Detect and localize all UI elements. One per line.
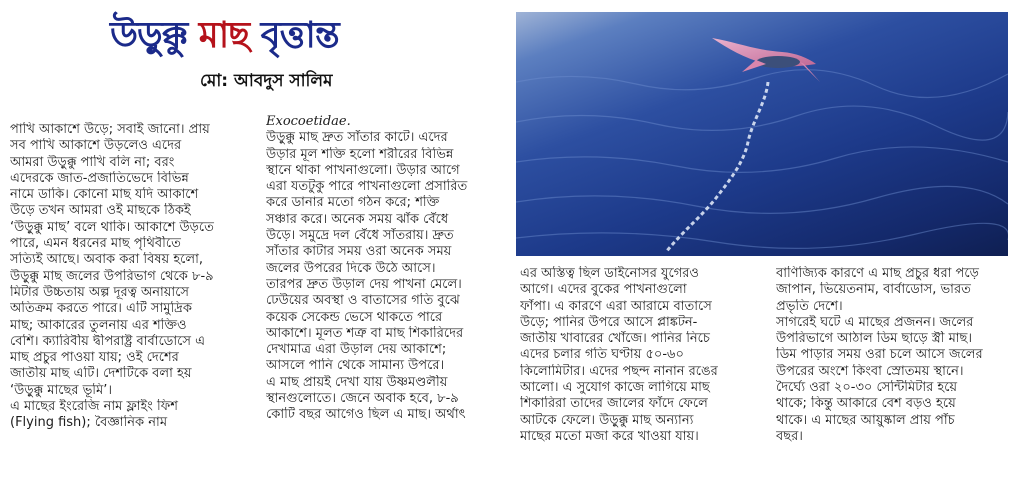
paragraph-line: মাছ প্রচুর পাওয়া যায়; ওই দেশের — [10, 350, 179, 366]
paragraph-line: জাপান, ভিয়েতনাম, বার্বাডোস, ভারত — [776, 282, 971, 298]
paragraph-line: আসলে পানি থেকে সামান্য উপরে। — [266, 358, 445, 374]
paragraph-line: আগে। এদের বুকের পাখনাগুলো — [520, 282, 687, 298]
paragraph-line: তারপর দ্রুত উড়াল দেয় পাখনা মেলে। — [266, 276, 462, 292]
paragraph-line: স্থানগুলোতে। জেনে অবাক হবে, ৮-৯ — [266, 391, 459, 407]
paragraph-line: স্থানে থাকা পাখনাগুলো। উড়ার আগে — [266, 162, 460, 178]
paragraph-line: বছর। — [776, 428, 803, 444]
title-word-3: বৃত্তান্ত — [260, 15, 339, 56]
flying-fish-photo — [516, 12, 1008, 256]
paragraph-line: করে ডানার মতো গঠন করে; শক্তি — [266, 195, 440, 211]
paragraph-line: পাখি আকাশে উড়ে; সবাই জানো। প্রায় — [10, 122, 210, 137]
paragraph-line: ‘উড়ুক্কু মাছ’ বলে থাকি। আকাশে উড়তে — [10, 219, 214, 235]
article-column-3 — [520, 266, 770, 445]
paragraph-line: জলের উপরের দিকে উঠে আসে। — [266, 260, 436, 276]
paragraph-line: অতিক্রম করতে পারে। এটি সামুদ্রিক — [10, 301, 192, 317]
paragraph-line: সঞ্চার করে। অনেক সময় ঝাঁক বেঁধে — [266, 211, 449, 227]
article-column-2 — [266, 114, 514, 424]
flying-fish-illustration — [516, 12, 1008, 256]
paragraph-line: উপরিভাগে আঠাল ডিম ছাড়ে স্ত্রী মাছ। — [776, 331, 973, 347]
paragraph-line: সাঁতার কাটার সময় ওরা অনেক সময় — [266, 244, 452, 260]
paragraph-line: উড়ে। সমুদ্রে দল বেঁধে সাঁতরায়। দ্রুত — [266, 228, 454, 244]
paragraph-line: জাতীয় খাবারের খোঁজে। পানির নিচে — [520, 331, 710, 347]
paragraph-line: (Flying fish); বৈজ্ঞানিক নাম — [10, 415, 168, 431]
article-column-4 — [776, 266, 1012, 445]
paragraph-line: আমরা উড়ুক্কু পাখি বলি না; বরং — [10, 154, 175, 170]
paragraph-line: এর অস্তিত্ব ছিল ডাইনোসর যুগেরও — [520, 266, 699, 281]
paragraph-line: মাছের মতো মজা করে খাওয়া যায়। — [520, 428, 699, 444]
paragraph-line: ‘উড়ুক্কু মাছের ভূমি’। — [10, 382, 113, 398]
paragraph-line: শিকারিরা তাদের জালের ফাঁদে ফেলে — [520, 396, 708, 412]
paragraph-line: বেশি। ক্যারিবীয় দ্বীপরাষ্ট্র বার্বাডোসে এ — [10, 333, 205, 349]
paragraph-line: আলো। এ সুযোগ কাজে লাগিয়ে মাছ — [520, 380, 710, 396]
author-byline: মো: আবদুস সালিম — [200, 71, 333, 91]
paragraph-line: উড়ুক্কু মাছ দ্রুত সাঁতার কাটে। এদের — [266, 130, 448, 146]
paragraph-line: এ মাছের ইংরেজি নাম ফ্লাইং ফিশ — [10, 399, 178, 415]
paragraph-line: বাণিজ্যিক কারণে এ মাছ প্রচুর ধরা পড়ে — [776, 266, 979, 281]
paragraph-line: সাগরেই ঘটে এ মাছের প্রজনন। জলের — [776, 314, 974, 330]
paragraph-line: পারে, এমন ধরনের মাছ পৃথিবীতে — [10, 236, 181, 252]
scientific-name: Exocoetidae. — [266, 114, 351, 129]
paragraph-line: উড়ার মূল শক্তি হলো শরীরের বিভিন্ন — [266, 146, 454, 162]
paragraph-line: উড়ুক্কু মাছ জলের উপরিভাগ থেকে ৮-৯ — [10, 268, 214, 284]
paragraph-line: কোটি বছর আগেও ছিল এ মাছ। অর্থাৎ — [266, 407, 466, 423]
paragraph-line: জাতীয় মাছ এটি। দেশটিকে বলা হয় — [10, 366, 192, 382]
paragraph-line: উড়ে তখন আমরা ওই মাছকে ঠিকই — [10, 203, 191, 219]
paragraph-line: থাকে। এ মাছের আয়ুষ্কাল প্রায় পাঁচ — [776, 412, 955, 428]
article-column-1 — [10, 122, 260, 432]
title-word-1: উড়ুক্কু — [110, 15, 188, 56]
paragraph-line: এ মাছ প্রায়ই দেখা যায় উষ্ণমণ্ডলীয় — [266, 374, 448, 390]
paragraph-line: সত্যিই আছে। অবাক করা বিষয় হলো, — [10, 252, 203, 268]
paragraph-line: ডিম পাড়ার সময় ওরা চলে আসে জলের — [776, 347, 983, 363]
paragraph-line: দেখামাত্র এরা উড়াল দেয় আকাশে; — [266, 342, 447, 358]
wave-lines — [516, 70, 1008, 249]
paragraph-line: নামে ডাকি। কোনো মাছ যদি আকাশে — [10, 187, 199, 203]
article-title — [110, 10, 410, 62]
paragraph-line: উপরের অংশে কিংবা স্রোতময় স্থানে। — [776, 363, 964, 379]
paragraph-line: দৈর্ঘ্যে ওরা ২০-৩০ সেন্টিমিটার হয়ে — [776, 380, 958, 396]
paragraph-line: আকাশে। মূলত শত্রু বা মাছ শিকারিদের — [266, 325, 464, 341]
paragraph-line: এরা যতটুকু পারে পাখনাগুলো প্রসারিত — [266, 179, 468, 195]
paragraph-line: সব পাখি আকাশে উড়লেও এদের — [10, 138, 182, 154]
paragraph-line: কিলোমিটার। এদের পছন্দ নানান রঙের — [520, 363, 718, 379]
title-word-2: মাছ — [198, 15, 250, 56]
paragraph-line: প্রভৃতি দেশে। — [776, 298, 843, 314]
paragraph-line: এদেরকে জাত-প্রজাতিভেদে বিভিন্ন — [10, 170, 189, 186]
paragraph-line: আটকে ফেলে। উড়ুক্কু মাছ অন্যান্য — [520, 412, 694, 428]
paragraph-line: মিটার উচ্চতায় অল্প দূরত্ব অনায়াসে — [10, 284, 190, 300]
paragraph-line: থাকে; কিন্তু আকারে বেশ বড়ও হয়ে — [776, 396, 956, 412]
paragraph-line: কয়েক সেকেন্ড ভেসে থাকতে পারে — [266, 309, 443, 325]
paragraph-line: মাছ; আকারের তুলনায় এর শক্তিও — [10, 317, 187, 333]
paragraph-line: এদের চলার গতি ঘণ্টায় ৫০-৬০ — [520, 347, 684, 363]
paragraph-line: উড়ে; পানির উপরে আসে প্লাঙ্কটন- — [520, 314, 698, 330]
paragraph-line: ঢেউয়ের অবস্থা ও বাতাসের গতি বুঝে — [266, 293, 460, 309]
paragraph-line: ফাঁপা। এ কারণে এরা আরামে বাতাসে — [520, 298, 712, 314]
